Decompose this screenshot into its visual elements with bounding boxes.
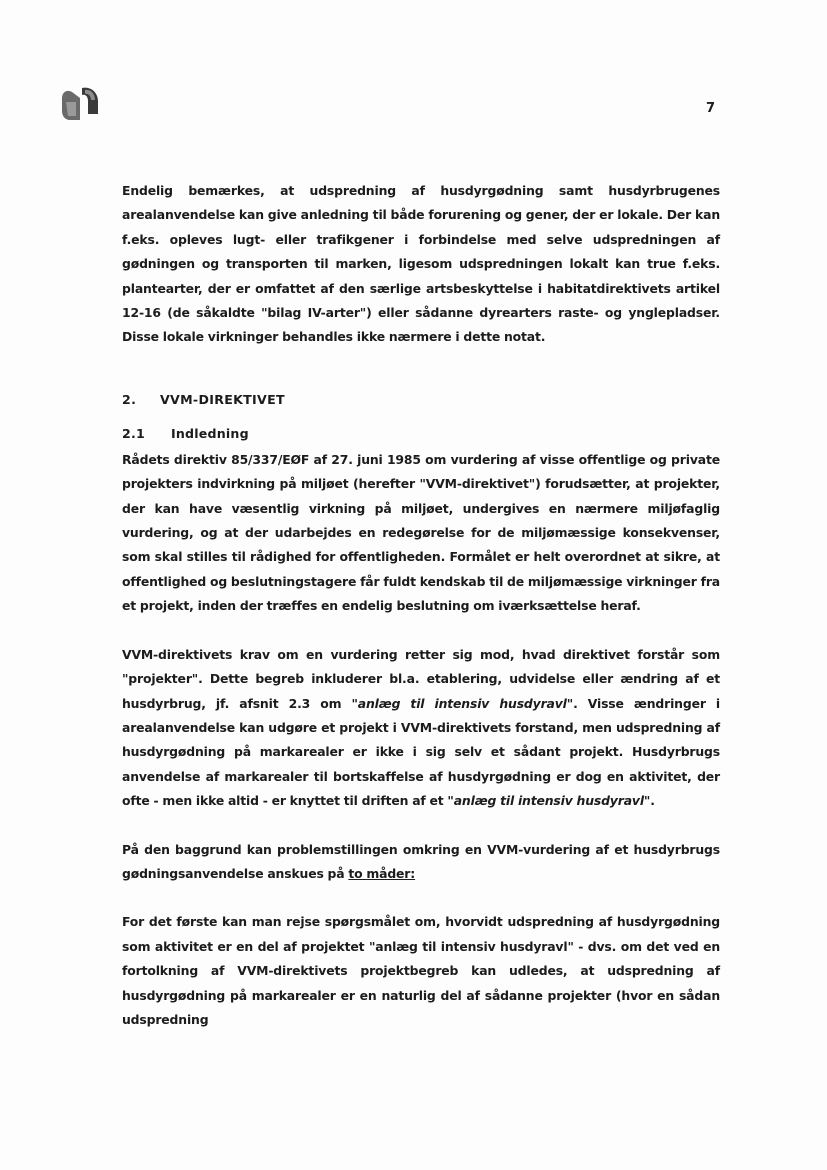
underlined-text: to måder: <box>348 865 416 881</box>
page-number: 7 <box>706 101 716 116</box>
intro-paragraph: Endelig bemærkes, at udspredning af husdyrgødning samt husdyrbrugenes arealanvendelse kan give anledning til både forurening og gener, der er lokale. Der kan f.eks. opleves lugt- eller trafikgener i forbindelse med selve udspredningen af gødningen og transporten til marken, ligesom udspredningen lokalt kan true f.eks. plantearter, der er omfattet af den særlige artsbeskyttelse i habitatdirektivets artikel 12-16 (de såkaldte "bilag IV-arter") eller sådanne dyrearters raste- og ynglepladser. Disse lokale virkninger behandles ikke nærmere i dette notat. <box>122 183 720 345</box>
logo-icon <box>58 84 102 124</box>
paragraph-text: . <box>650 793 655 809</box>
paragraph-directive: Rådets direktiv 85/337/EØF af 27. juni 1985 om vurdering af visse offentlige og private projekters indvirkning på miljøet (herefter "VVM-direktivet") forudsætter, at projekter, der kan have væsentlig virkning på miljøet, undergives en nærmere miljøfaglig vurdering, og at der udarbejdes en redegørelse for de miljømæssige konsekvenser, som skal stilles til rådighed for offentligheden. Formålet er helt overordnet at sikre, at offentlighed og beslutningstagere får fuldt kendskab til de miljømæssige virkninger fra et projekt, inden der træffes en endelig beslutning om iværksættelse heraf. <box>122 451 721 614</box>
subsection-title: Indledning <box>171 425 249 441</box>
paragraph-text: VVM-direktivets krav om en vurdering retter sig mod, hvad direktivet forstår som "projekter". Dette begreb inkluderer bl.a. etablering, udvidelse eller ændring af et husdyrbrug, jf. afsnit 2.3 om <box>122 646 720 711</box>
paragraph-first-way: For det første kan man rejse spørgsmålet om, hvorvidt udspredning af husdyrgødning som aktivitet er en del af projektet "anlæg til intensiv husdyravl" - dvs. om det ved en fortolkning af VVM-direktivets projektbegreb kan udledes, at udspredning af husdyrgødning på markarealer er en naturlig del af sådanne projekter (hvor en sådan udspredning <box>122 914 720 1027</box>
paragraph-text: På den baggrund kan problemstillingen omkring en VVM-vurdering af et husdyrbrugs gødningsanvendelse anskues på <box>122 841 720 881</box>
subsection-heading <box>122 422 720 446</box>
section-heading <box>122 388 720 412</box>
section-number: 2. <box>122 391 137 407</box>
section-title: VVM-DIREKTIVET <box>160 391 285 407</box>
document-body <box>122 179 720 1032</box>
quoted-term: "anlæg til intensiv husdyravl" <box>447 793 651 809</box>
quoted-term: "anlæg til intensiv husdyravl" <box>351 695 574 711</box>
paragraph-two-ways <box>122 838 720 887</box>
paragraph-text: . Visse ændringer i arealanvendelse kan udgøre et projekt i VVM-direktivets forstand, men udspredning af husdyrgødning på markarealer er ikke i sig selv et sådant projekt. Husdyrbrugs anvendelse af markarealer til bortskaffelse af husdyrgødning er dog en aktivitet, der ofte - men ikke altid - er knyttet til driften af et <box>122 695 721 809</box>
paragraph-project-definition <box>122 643 720 814</box>
subsection-number: 2.1 <box>122 425 145 441</box>
